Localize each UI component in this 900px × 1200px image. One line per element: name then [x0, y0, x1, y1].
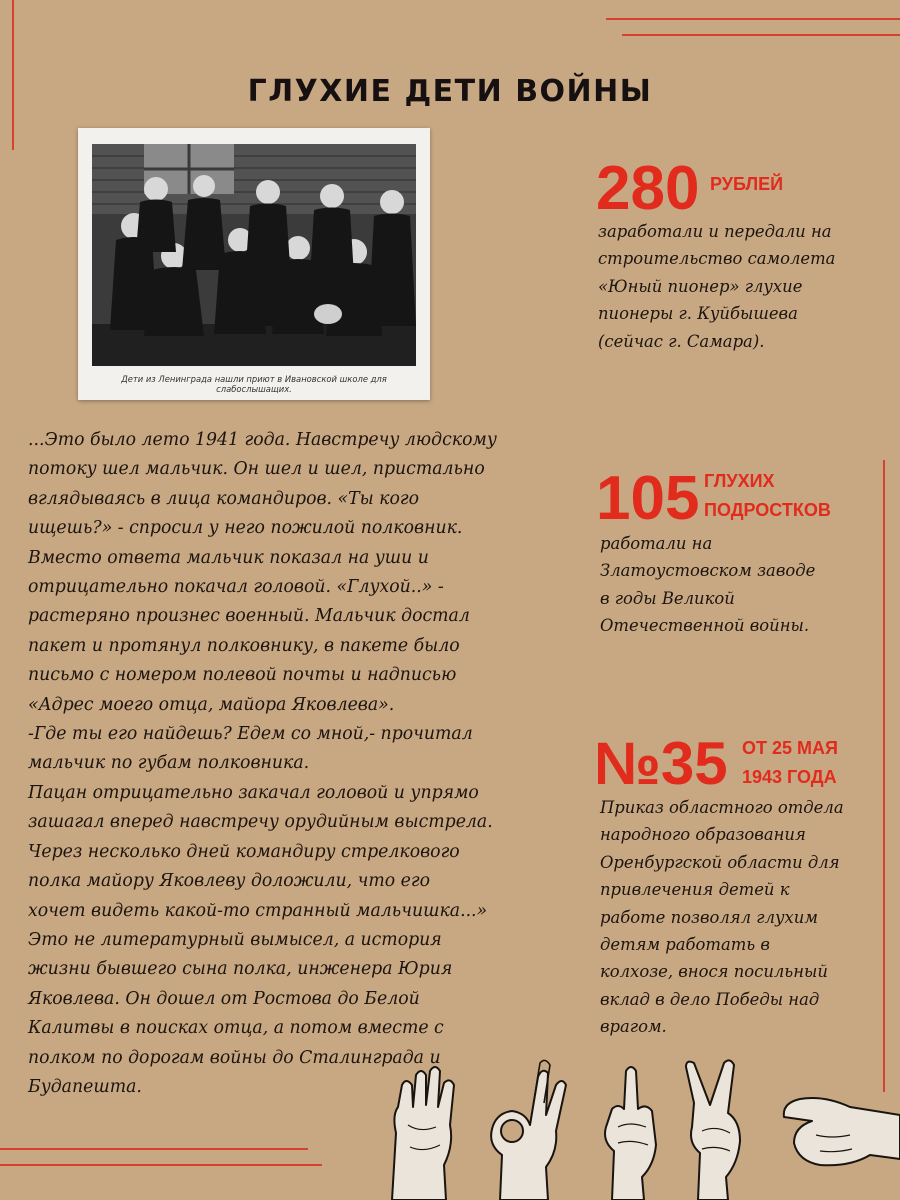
stat-unit: ОТ 25 МАЯ	[742, 738, 838, 758]
stat-description	[600, 530, 880, 640]
hand-sign-icon	[392, 1067, 454, 1200]
bottom-left-rule	[0, 1148, 308, 1150]
stat-line: привлечения детей к	[600, 880, 790, 900]
children-photo	[92, 144, 416, 366]
stat-description	[600, 794, 880, 1041]
story-line: растеряно произнес военный. Мальчик достал	[28, 606, 470, 627]
bottom-left-rule	[0, 1164, 322, 1166]
story-line: жизни бывшего сына полка, инженера Юрия	[28, 959, 453, 980]
story-line: полком по дорогам войны до Сталинграда и	[28, 1047, 441, 1068]
photo-caption: Дети из Ленинграда нашли приют в Ивановской школе для слабослышащих.	[121, 374, 387, 394]
story-line: потоку шел мальчик. Он шел и шел, пристально	[28, 459, 485, 480]
story-line: ищешь?» - спросил у него пожилой полковник.	[28, 518, 463, 539]
stat-description	[598, 218, 880, 355]
story-line: отрицательно покачал головой. «Глухой..» -	[28, 577, 444, 598]
story-line: Вместо ответа мальчик показал на уши и	[28, 547, 429, 568]
stat-unit: ГЛУХИХ	[704, 471, 775, 491]
stat-line: Златоустовском заводе	[600, 561, 816, 581]
sign-language-hands	[380, 1055, 900, 1200]
stat-line: заработали и передали на	[598, 222, 832, 241]
stat-line: Оренбургской области для	[600, 852, 840, 872]
stat-line: работали на	[600, 534, 713, 553]
story-line: полка майору Яковлеву доложили, что его	[28, 871, 430, 892]
story-text	[28, 426, 548, 1102]
children-photo-illustration	[92, 144, 416, 366]
top-right-rule	[622, 34, 900, 36]
page-title: ГЛУХИЕ ДЕТИ ВОЙНЫ	[247, 74, 653, 109]
stat-line: работе позволял глухим	[600, 907, 818, 927]
story-line: вглядываясь в лица командиров. «Ты кого	[28, 488, 420, 509]
stat-number: №35	[594, 730, 728, 797]
stat-number: 105	[596, 464, 700, 533]
story-line: -Где ты его найдешь? Едем со мной,- прочитал	[28, 724, 473, 745]
story-line: зашагал вперед навстречу орудийным выстрела.	[28, 812, 493, 833]
stat-line: (сейчас г. Самара).	[598, 331, 765, 351]
story-line: Пацан отрицательно закачал головой и упрямо	[28, 782, 479, 803]
story-line: Будапешта.	[28, 1076, 142, 1097]
right-vertical-rule	[883, 460, 885, 1092]
story-line: «Адрес моего отца, майора Яковлева».	[28, 694, 395, 715]
story-line: ...Это было лето 1941 года. Навстречу людскому	[28, 430, 497, 450]
story-line: письмо с номером полевой почты и надписью	[28, 665, 457, 686]
photo-frame	[78, 128, 430, 400]
fist-hand-sign-icon	[784, 1098, 900, 1165]
stat-line: детям работать в	[600, 935, 770, 955]
stat-number: 280	[596, 154, 700, 223]
ok-hand-sign-icon	[491, 1060, 566, 1200]
hand-sign-icon	[605, 1067, 656, 1200]
stat-line: «Юный пионер» глухие	[598, 276, 803, 296]
story-line: мальчик по губам полковника.	[28, 753, 310, 774]
stat-line: вклад в дело Победы над	[600, 989, 820, 1009]
stat-line: Приказ областного отдела	[600, 798, 844, 817]
stat-line: Отечественной войны.	[600, 616, 810, 636]
story-line: пакет и протянул полковнику, в пакете было	[28, 635, 460, 656]
story-line: хочет видеть какой-то странный мальчишка...»	[28, 900, 488, 921]
story-line: Яковлева. Он дошел от Ростова до Белой	[28, 988, 420, 1009]
stat-line: строительство самолета	[598, 249, 836, 269]
stat-line: народного образования	[600, 825, 806, 845]
story-line: Калитвы в поисках отца, а потом вместе с	[28, 1018, 444, 1039]
stat-line: колхозе, внося посильный	[600, 962, 828, 982]
stat-line: пионеры г. Куйбышева	[598, 304, 798, 324]
story-line: Это не литературный вымысел, а история	[28, 929, 442, 950]
stat-line: врагом.	[600, 1017, 667, 1037]
story-line: Через несколько дней командиру стрелкового	[28, 841, 460, 862]
stat-line: в годы Великой	[600, 588, 735, 608]
stat-unit: РУБЛЕЙ	[710, 174, 784, 194]
stat-unit: ПОДРОСТКОВ	[704, 500, 831, 520]
victory-hand-sign-icon	[686, 1060, 740, 1200]
stat-unit: 1943 ГОДА	[742, 767, 837, 787]
top-right-rule	[606, 18, 900, 20]
